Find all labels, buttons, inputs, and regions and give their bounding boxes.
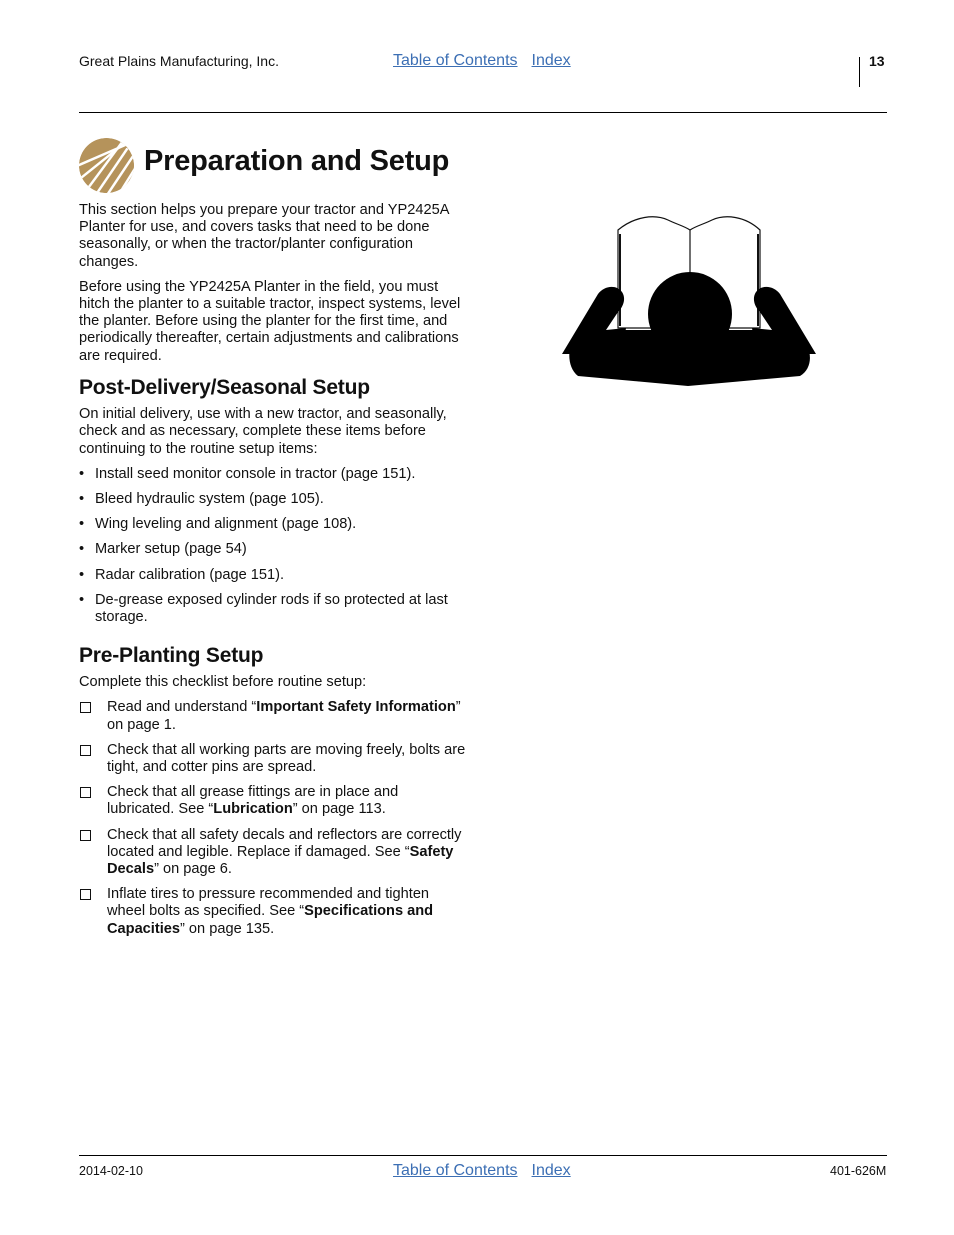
header-nav bbox=[393, 52, 571, 70]
page-number-divider bbox=[859, 57, 860, 87]
list-item: • Bleed hydraulic system (page 105). bbox=[79, 491, 469, 508]
checklist-reference: Safety Decals bbox=[107, 843, 454, 878]
checklist-text: Check that all safety decals and reflectors are correctly located and legible. Replace if damaged. See “ bbox=[107, 826, 462, 860]
list-item: • Wing leveling and alignment (page 108). bbox=[79, 516, 469, 533]
intro-section bbox=[79, 202, 469, 365]
footer-doc-number: 401-626M bbox=[830, 1164, 887, 1178]
post-delivery-heading: Post-Delivery/Seasonal Setup bbox=[79, 376, 370, 399]
checklist-item bbox=[79, 742, 469, 776]
checklist-text: ” on page 113. bbox=[292, 801, 386, 818]
page-title: Preparation and Setup bbox=[144, 145, 450, 177]
pre-planting-text: Complete this checklist before routine setup: bbox=[79, 674, 367, 691]
post-delivery-list bbox=[79, 466, 469, 626]
read-manual-icon bbox=[560, 208, 818, 390]
checklist-text: ” on page 1. bbox=[107, 699, 461, 733]
checkbox-icon bbox=[80, 787, 91, 798]
list-item: • Marker setup (page 54) bbox=[79, 541, 469, 558]
checklist-item bbox=[79, 784, 469, 818]
footer-nav bbox=[393, 1162, 571, 1180]
checklist-reference: Important Safety Information bbox=[256, 699, 456, 716]
header-rule bbox=[79, 112, 887, 113]
intro-paragraph: This section helps you prepare your tractor and YP2425A Planter for use, and covers tasks that need to be done seasonally, or when the tractor/planter configuration changes. bbox=[79, 202, 449, 270]
header-company: Great Plains Manufacturing, Inc. bbox=[79, 53, 279, 69]
furrow-logo-icon bbox=[78, 137, 135, 194]
pre-planting-heading: Pre-Planting Setup bbox=[79, 644, 264, 667]
checkbox-icon bbox=[80, 702, 91, 713]
pre-planting-section bbox=[79, 644, 469, 946]
checklist-item bbox=[79, 886, 469, 938]
checklist-reference: Lubrication bbox=[213, 801, 293, 818]
intro-paragraph: Before using the YP2425A Planter in the field, you must hitch the planter to a suitable tractor, inspect systems, level the planter. Before using the planter for the first time, and periodically thereafter, certain adjustments and calibrations are required. bbox=[79, 278, 461, 364]
header-index-link[interactable]: Index bbox=[531, 52, 571, 69]
post-delivery-text: On initial delivery, use with a new tractor, and seasonally, check and as necessary, complete these items before continuing to the routine setup items: bbox=[79, 406, 447, 457]
checklist-text: Check that all grease fittings are in place and lubricated. See “ bbox=[107, 784, 399, 818]
page-number: 13 bbox=[869, 53, 885, 69]
checkbox-icon bbox=[80, 830, 91, 841]
checklist-text: ” on page 6. bbox=[154, 861, 232, 878]
list-item: • De-grease exposed cylinder rods if so protected at last storage. bbox=[79, 592, 469, 626]
checklist-text: ” on page 135. bbox=[180, 920, 275, 937]
footer-date: 2014-02-10 bbox=[79, 1164, 143, 1178]
checklist-text: Read and understand “ bbox=[107, 699, 257, 716]
checkbox-icon bbox=[80, 745, 91, 756]
checklist-item bbox=[79, 699, 469, 733]
checklist-item bbox=[79, 827, 469, 879]
checklist-reference: Specifications and Capacities bbox=[107, 903, 434, 937]
footer-rule bbox=[79, 1155, 887, 1156]
footer-index-link[interactable]: Index bbox=[531, 1162, 571, 1179]
header-toc-link[interactable]: Table of Contents bbox=[393, 52, 518, 69]
pre-planting-checklist bbox=[79, 699, 469, 937]
checklist-text: Inflate tires to pressure recommended and tighten wheel bolts as specified. See “ bbox=[107, 886, 430, 920]
list-item: • Install seed monitor console in tractor (page 151). bbox=[79, 466, 469, 483]
footer-toc-link[interactable]: Table of Contents bbox=[393, 1162, 518, 1179]
checklist-text: Check that all working parts are moving freely, bolts are tight, and cotter pins are spread. bbox=[107, 741, 466, 776]
post-delivery-section bbox=[79, 376, 469, 634]
checkbox-icon bbox=[80, 889, 91, 900]
list-item: • Radar calibration (page 151). bbox=[79, 567, 469, 584]
